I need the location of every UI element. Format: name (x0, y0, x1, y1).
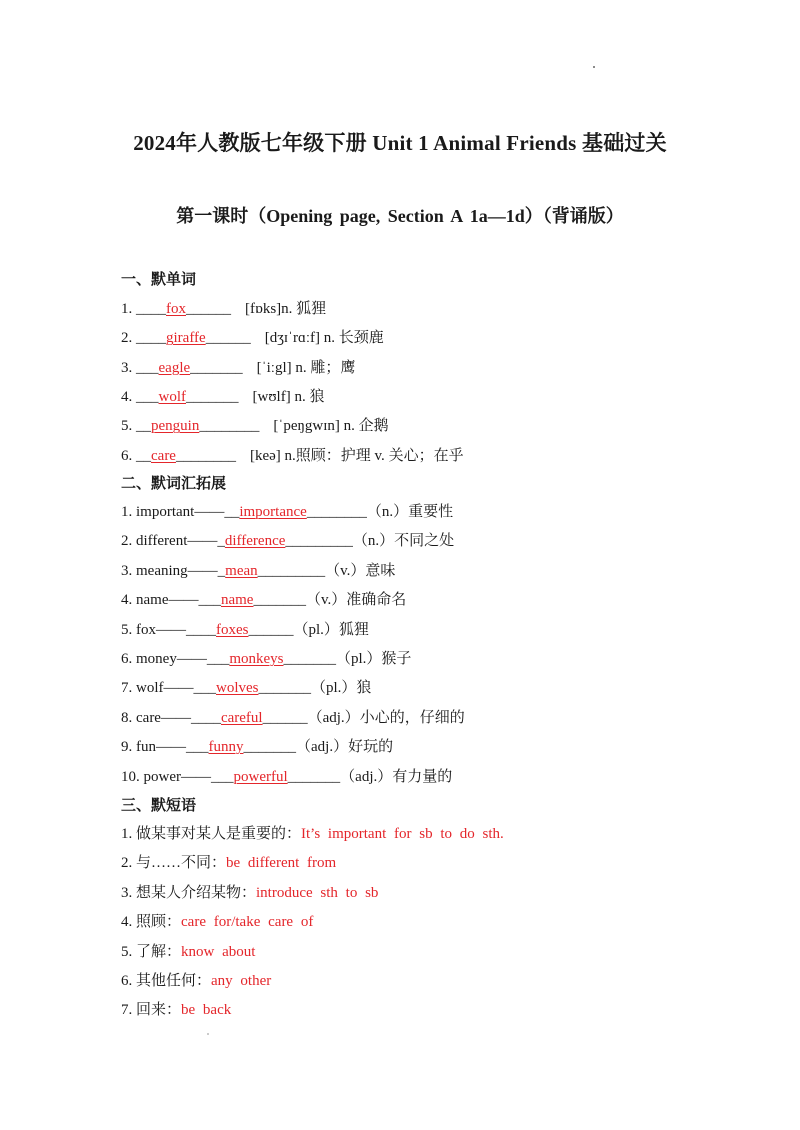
answer-word: fox (166, 301, 186, 317)
part-of-speech: （adj.） (340, 768, 393, 785)
derivation-row (121, 676, 371, 697)
item-number: 2. (121, 855, 133, 872)
answer-phrase: any other (211, 973, 272, 989)
phonetic: [wʊlf] n. (252, 388, 306, 405)
base-word: meaning—— (136, 562, 218, 579)
blank-pre: ____ (190, 709, 221, 726)
derivation-row (121, 529, 454, 550)
base-word: power—— (143, 768, 211, 785)
meaning: 小心的，仔细的 (359, 709, 465, 726)
derivation-row (121, 735, 393, 756)
vocab-row (121, 326, 384, 347)
phrase-prompt: 做某事对某人是重要的： (136, 826, 302, 842)
derivation-row (121, 618, 369, 639)
phonetic: [keə] n.照顾：护理 v. (249, 447, 385, 464)
blank-pre: ___ (211, 768, 234, 785)
base-word: fox—— (136, 621, 186, 638)
blank-post: ______ (262, 709, 308, 726)
part-of-speech: （pl.） (336, 651, 382, 667)
phrase-prompt: 了解： (136, 943, 182, 960)
answer-word: powerful (233, 768, 288, 785)
part-of-speech: （v.） (305, 592, 347, 609)
phrase-prompt: 想某人介绍某物： (136, 884, 257, 901)
phrase-prompt: 与……不同： (136, 855, 227, 872)
answer-word: difference (224, 533, 286, 550)
blank-pre: ___ (206, 651, 230, 667)
blank-pre: __ (136, 447, 151, 464)
blank-pre: ___ (136, 388, 159, 405)
part-of-speech: （v.） (325, 562, 366, 579)
answer-word: wolves (216, 680, 259, 697)
item-number: 1. (121, 826, 133, 842)
meaning: 关心；在乎 (388, 447, 464, 464)
part-of-speech: （n.） (352, 533, 395, 550)
phrase-row (121, 851, 336, 872)
base-word: care—— (136, 709, 191, 726)
item-number: 8. (121, 709, 133, 726)
meaning: 狐狸 (338, 621, 369, 638)
answer-phrase: It’s important for sb to do sth. (301, 826, 504, 842)
part-of-speech: （n.） (366, 504, 409, 520)
blank-post: _________ (257, 562, 326, 579)
answer-word: monkeys (229, 651, 284, 667)
document-title: 2024年人教版七年级下册 Unit 1 Animal Friends 基础过关 (133, 131, 667, 155)
answer-word: foxes (216, 621, 249, 638)
blank-pre: __ (136, 418, 151, 435)
blank-post: ________ (175, 447, 236, 464)
answer-phrase: care for/take care of (181, 914, 314, 931)
answer-word: care (151, 447, 176, 464)
derivation-row (121, 559, 395, 580)
item-number: 4. (121, 388, 133, 405)
meaning: 意味 (365, 562, 396, 579)
phrase-row (121, 940, 255, 961)
phrase-row (121, 822, 504, 843)
part-of-speech: （pl.） (293, 621, 339, 638)
blank-pre: _ (217, 562, 226, 579)
answer-word: giraffe (166, 330, 206, 347)
blank-pre: _ (217, 533, 225, 550)
blank-pre: ___ (198, 592, 221, 609)
blank-post: _______ (258, 680, 311, 697)
blank-post: _______ (190, 359, 243, 376)
meaning: 有力量的 (392, 768, 453, 785)
phrase-row (121, 881, 378, 902)
vocab-row (121, 356, 355, 377)
section3-heading: 三、默短语 (121, 798, 197, 814)
phrase-row (121, 910, 313, 931)
vocab-row (121, 385, 324, 406)
blank-post: _______ (243, 739, 296, 756)
phonetic: [ˈiːgl] n. (256, 359, 307, 376)
item-number: 7. (121, 680, 133, 697)
meaning: 不同之处 (394, 533, 455, 550)
blank-pre: ___ (136, 359, 159, 376)
section2-heading: 二、默词汇拓展 (121, 476, 227, 492)
item-number: 3. (121, 359, 133, 376)
answer-word: penguin (151, 418, 200, 435)
phonetic: [fɒks]n. (245, 301, 293, 317)
part-of-speech: （pl.） (311, 680, 357, 697)
item-number: 5. (121, 943, 133, 960)
blank-pre: __ (224, 504, 240, 520)
answer-word: wolf (158, 388, 186, 405)
phrase-row (121, 998, 231, 1019)
item-number: 4. (121, 914, 133, 931)
derivation-row (121, 647, 411, 668)
blank-post: ______ (205, 330, 251, 347)
part-of-speech: （adj.） (307, 709, 360, 726)
section1-heading: 一、默单词 (121, 272, 197, 288)
phrase-prompt: 回来： (136, 1002, 182, 1019)
derivation-row (121, 588, 406, 609)
derivation-row (121, 765, 452, 786)
derivation-row (121, 500, 453, 521)
item-number: 2. (121, 533, 133, 550)
meaning: 狼 (309, 388, 325, 405)
item-number: 5. (121, 418, 133, 435)
derivation-row (121, 706, 465, 727)
blank-post: _______ (253, 592, 306, 609)
base-word: money—— (136, 651, 207, 667)
blank-pre: ____ (136, 301, 166, 317)
phrase-prompt: 其他任何： (136, 973, 212, 989)
item-number: 3. (121, 884, 133, 901)
blank-post: _______ (186, 388, 239, 405)
answer-word: eagle (158, 359, 191, 376)
item-number: 5. (121, 621, 133, 638)
answer-phrase: know about (181, 943, 256, 960)
answer-word: name (220, 592, 254, 609)
answer-phrase: be different from (226, 855, 337, 872)
vocab-row (121, 414, 389, 435)
blank-pre: ____ (186, 621, 216, 638)
phrase-prompt: 照顾： (136, 914, 182, 931)
base-word: important—— (136, 504, 225, 520)
meaning: 准确命名 (346, 592, 407, 609)
item-number: 6. (121, 651, 133, 667)
meaning: 狼 (356, 680, 372, 697)
part-of-speech: （adj.） (296, 739, 349, 756)
base-word: different—— (136, 533, 218, 550)
item-number: 3. (121, 562, 133, 579)
meaning: 狐狸 (296, 301, 327, 317)
base-word: wolf—— (136, 680, 194, 697)
item-number: 6. (121, 447, 133, 464)
answer-phrase: introduce sth to sb (256, 884, 379, 901)
meaning: 猴子 (381, 651, 412, 667)
base-word: name—— (136, 592, 199, 609)
lesson-subtitle: 第一课时（Opening page, Section A 1a—1d）（背诵版） (176, 206, 624, 226)
item-number: 4. (121, 592, 133, 609)
item-number: 7. (121, 1002, 133, 1019)
item-number: 6. (121, 973, 133, 989)
item-number: 1. (121, 301, 133, 317)
blank-post: ________ (306, 504, 367, 520)
vocab-row (121, 297, 326, 318)
answer-phrase: be back (181, 1002, 232, 1019)
item-number: 9. (121, 739, 133, 756)
item-number: 2. (121, 330, 133, 347)
meaning: 雕；鹰 (310, 359, 356, 376)
blank-post: _______ (283, 651, 336, 667)
phonetic: [ˈpeŋgwɪn] n. (273, 418, 355, 435)
blank-pre: ___ (186, 739, 209, 756)
meaning: 企鹅 (358, 418, 389, 435)
blank-post: _______ (287, 768, 341, 785)
blank-pre: ___ (193, 680, 216, 697)
meaning: 长颈鹿 (338, 330, 384, 347)
item-number: 1. (121, 504, 133, 520)
answer-word: funny (208, 739, 244, 756)
answer-word: careful (220, 709, 263, 726)
answer-word: mean (225, 562, 258, 579)
blank-post: ______ (186, 301, 231, 317)
blank-post: _________ (285, 533, 353, 550)
blank-post: ______ (248, 621, 294, 638)
blank-pre: ____ (136, 330, 166, 347)
phrase-row (121, 969, 271, 990)
vocab-row (121, 444, 464, 465)
meaning: 重要性 (408, 504, 454, 520)
item-number: 10. (121, 768, 140, 785)
base-word: fun—— (136, 739, 186, 756)
page-speck (207, 1033, 209, 1035)
meaning: 好玩的 (348, 739, 394, 756)
page-speck (593, 66, 595, 68)
answer-word: importance (239, 504, 307, 520)
blank-post: ________ (199, 418, 260, 435)
phonetic: [dʒɪˈrɑːf] n. (264, 330, 336, 347)
